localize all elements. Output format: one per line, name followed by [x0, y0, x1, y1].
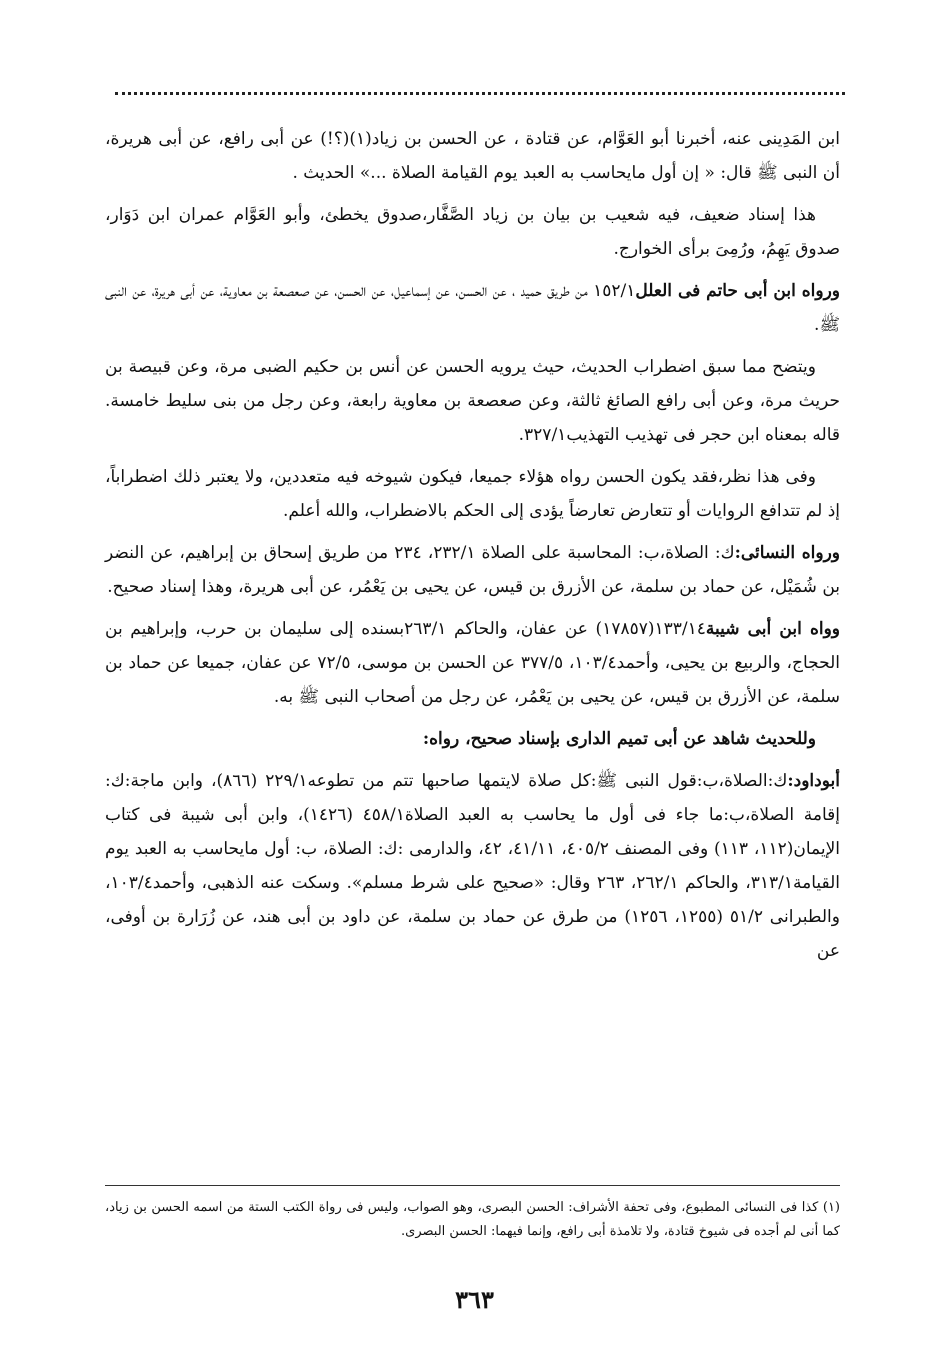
paragraph-3: ورواه ابن أبى حاتم فى العلل١٥٢/١ من طريق حميد ، عن الحسن، عن إسماعيل، عن الحسن، عن صعصعة بن معاوية، عن أبى هريرة، عن النبى ﷺ.: [105, 281, 840, 335]
paragraph-2: هذا إسناد ضعيف، فيه شعيب بن بيان بن زياد الصَّفَّار،صدوق يخطئ، وأبو العَوَّام عمران ابن دَوَار، صدوق يَهِمُ، ورُمِىَ برأى الخوارج.: [105, 205, 840, 259]
header-dotted-rule: [115, 92, 845, 95]
paragraph-5: وفى هذا نظر،فقد يكون الحسن رواه هؤلاء جميعا، فيكون شيوخه فيه متعددين، ولا يعتبر ذلك اضطراباً، إذ لم تتدافع الروايات أو تتعارض تعارضاً يؤدى إلى الحكم بالاضطراب، والله أعلم.: [105, 467, 840, 521]
page-number: ٣٦٣: [455, 1285, 494, 1314]
paragraph-6: ورواه النسائى:ك: الصلاة،ب: المحاسبة على الصلاة ٢٣٢/١، ٢٣٤ من طريق إسحاق بن إبراهيم، عن النضر بن شُمَيْل، عن حماد بن سلمة، عن الأزرق بن قيس، عن يحيى بن يَعْمُر، عن أبى هريرة، وهذا إسناد صحيح.: [105, 543, 841, 597]
footnote-rule: [105, 1185, 840, 1186]
body-text: [105, 122, 840, 976]
paragraph-1: ابن المَدِينى عنه، أخبرنا أبو العَوَّام، عن قتادة ، عن الحسن بن زياد(١)(؟!) عن أبى رافع، عن أبى هريرة، أن النبى ﷺ قال: « إن أول مايحاسب به العبد يوم القيامة الصلاة ...» الحديث .: [105, 129, 840, 183]
paragraph-9: أبوداود:ك:الصلاة،ب:قول النبى ﷺ:كل صلاة لايتمها صاحبها تتم من تطوعه٢٢٩/١ (٨٦٦)، وابن ماجة:ك: إقامة الصلاة،ب:ما جاء فى أول ما يحاسب به العبد الصلاة٤٥٨/١ (١٤٢٦)، وابن أبى شيبة فى كتاب الإيمان(١١٢، ١١٣) وفى المصنف ٤٠٥/٢، ٤١/١١، ٤٢، والدارمى :ك: الصلاة، ب: أول مايحاسب به العبد يوم القيامة٣١٣/١، والحاكم ٢٦٢/١، ٢٦٣ وقال: «صحيح على شرط مسلم». وسكت عنه الذهبى، وأحمد١٠٣/٤، والطبرانى ٥١/٢ (١٢٥٥، ١٢٥٦) من طرق عن حماد بن سلمة، عن داود بن أبى هند، عن زُرَارة بن أوفى، عن: [105, 771, 841, 961]
paragraph-4: ويتضح مما سبق اضطراب الحديث، حيث يرويه الحسن عن أنس بن حكيم الضبى مرة، وعن قبيصة بن حريث مرة، وعن أبى رافع الصائغ ثالثة، وعن صعصعة بن معاوية رابعة، وعن رجل من بنى سليط خامسة. قاله بمعناه ابن حجر فى تهذيب التهذيب٣٢٧/١.: [105, 357, 840, 445]
paragraph-7: وواه ابن أبى شيبة١٣٣/١٤(١٧٨٥٧) عن عفان، والحاكم ٢٦٣/١بسنده إلى سليمان بن حرب، وإبراهيم بن الحجاج، والربيع بن يحيى، وأحمد١٠٣/٤، ٣٧٧/٥ عن الحسن بن موسى، ٧٢/٥ عن عفان، جميعا عن حماد بن سلمة، عن الأزرق بن قيس، عن يحيى بن يَعْمُر، عن رجل من أصحاب النبى ﷺ به.: [105, 619, 840, 707]
footnote: (١) كذا فى النسائى المطبوع، وفى تحفة الأشراف: الحسن البصرى، وهو الصواب، وليس فى رواة الكتب الستة من اسمه الحسن بن زياد، كما أنى لم أجده فى شيوخ قتادة، ولا تلامذة أبى رافع، وإنما فيهما: الحسن البصرى.: [105, 1200, 840, 1239]
paragraph-8: وللحديث شاهد عن أبى تميم الدارى بإسناد صحيح، رواه:: [422, 729, 816, 749]
